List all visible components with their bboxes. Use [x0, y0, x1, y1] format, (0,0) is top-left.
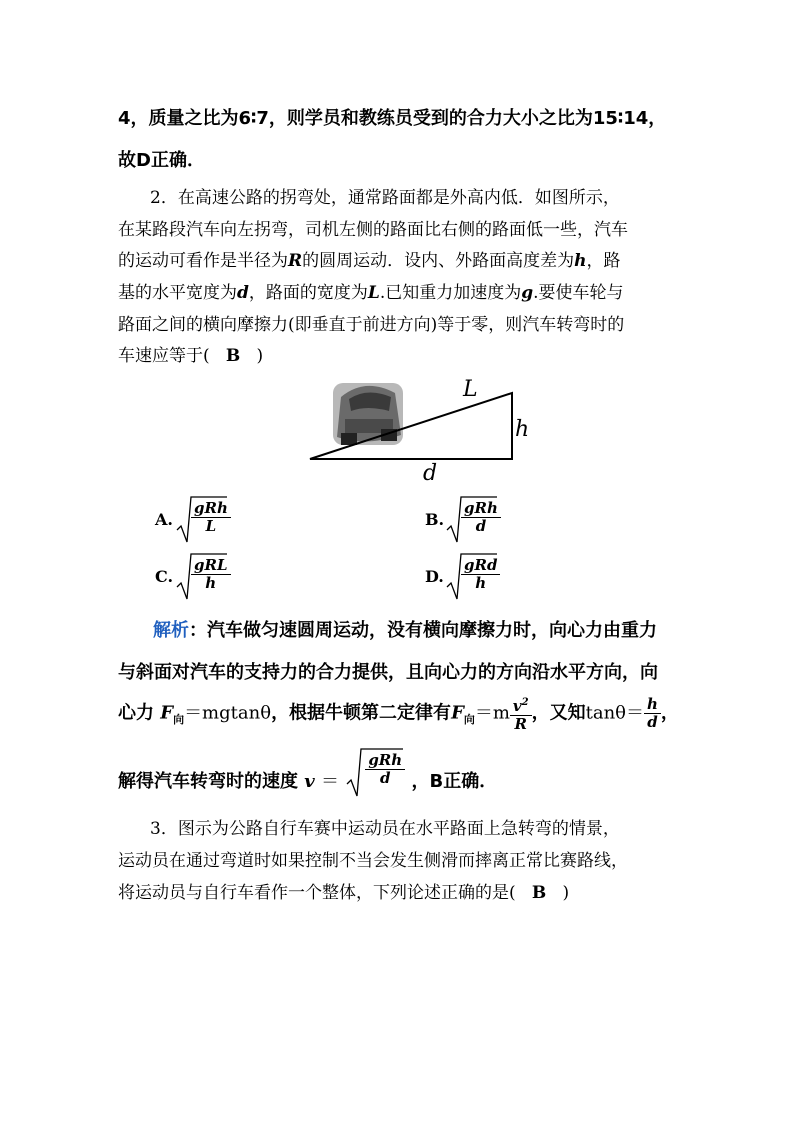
option-b-root: $\frac{\text{gRh}}{d}$: [445, 496, 501, 535]
option-b-label: B.: [425, 510, 445, 529]
analysis-line-2: 与斜面对汽车的支持力的合力提供，且向心力的方向沿水平方向，向: [118, 662, 658, 683]
incline-diagram: [305, 375, 535, 485]
option-c-label: C.: [155, 567, 174, 586]
option-a-root: $\frac{\text{gRh}}{L}$: [175, 496, 231, 535]
q3-line-2: 运动员在通过弯道时如果控制不当会发生侧滑而摔离正常比赛路线，: [118, 851, 628, 871]
q2-line-5: 路面之间的横向摩擦力(即垂直于前进方向)等于零，则汽车转弯时的: [118, 315, 625, 335]
analysis-line-1: 解析：汽车做匀速圆周运动，没有横向摩擦力时，向心力由重力: [153, 620, 657, 641]
analysis-root: $\frac{\text{gRh}}{d}$: [345, 748, 405, 787]
option-d-root: $\frac{\text{gRd}}{h}$: [445, 553, 500, 592]
analysis-line-4: 解得汽车转弯时的速度 v ＝ $\frac{\text{gRh}}{d}$ ，B正确．: [118, 748, 497, 800]
incline-figure: [305, 375, 535, 485]
q2-line-3: 的运动可看作是半径为R的圆周运动．设内、外路面高度差为h，路: [118, 251, 621, 271]
q3-line-3: 将运动员与自行车看作一个整体，下列论述正确的是( B ): [118, 883, 570, 903]
label-h: h: [515, 417, 530, 442]
q3-line-1: 3．图示为公路自行车赛中运动员在水平路面上急转弯的情景，: [150, 819, 620, 839]
option-a-label: A.: [155, 510, 173, 529]
analysis-line-3: 心力 $F_向=mgtan\theta$，根据牛顿第二定律有$F_向=m$ $\frac{v^2}{R}$ ，又知tanθ＝ $\frac{h}{d}$ ，: [118, 695, 679, 733]
q2-line-6: 车速应等于( B ): [118, 346, 264, 366]
continuation-line-2: 故D正确．: [118, 150, 205, 171]
q2-line-1: 2．在高速公路的拐弯处，通常路面都是外高内低．如图所示，: [150, 188, 620, 208]
continuation-line-1: 4，质量之比为6∶7，则学员和教练员受到的合力大小之比为15∶14，: [118, 108, 667, 129]
q2-line-2: 在某路段汽车向左拐弯，司机左侧的路面比右侧的路面低一些，汽车: [118, 220, 628, 240]
car-image: [333, 383, 403, 445]
label-d: d: [423, 461, 438, 486]
analysis-tag: 解析: [153, 620, 189, 641]
option-d-label: D.: [425, 567, 444, 586]
q2-line-4: 基的水平宽度为d，路面的宽度为L.已知重力加速度为g.要使车轮与: [118, 283, 624, 303]
label-L: L: [463, 377, 478, 402]
option-c-root: $\frac{\text{gRL}}{h}$: [175, 553, 231, 592]
